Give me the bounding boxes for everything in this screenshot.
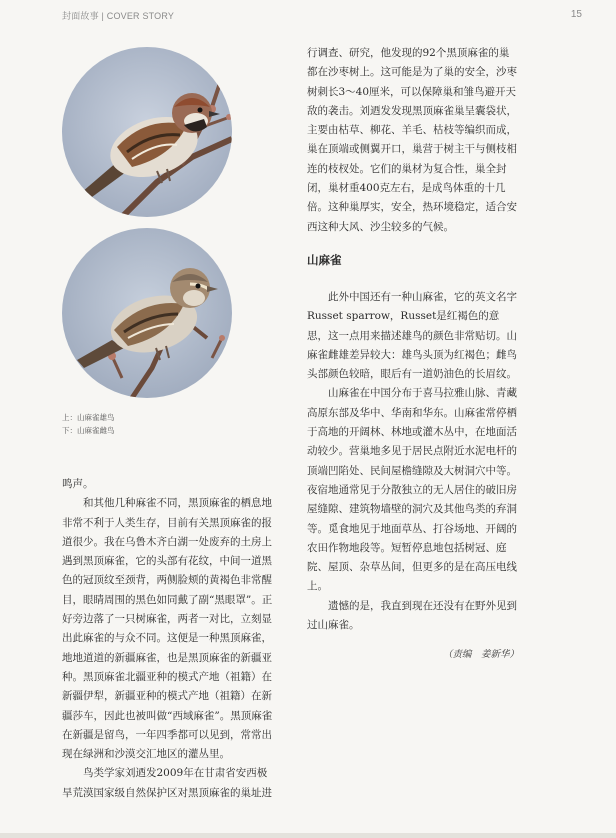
sparrow-female-photo [62, 228, 232, 398]
section-header: 封面故事 | COVER STORY [62, 11, 175, 21]
section-heading: 山麻雀 [307, 252, 342, 267]
right-paragraph: 山麻雀在中国分布于喜马拉雅山脉、青藏高原东部及华中、华南和华东。山麻雀常停栖于高地的开阔林、林地或灌木丛中，在地面活动较少。营巢地多见于居民点附近水泥电杆的顶端凹陷处、民间屋檐缝隙及大树洞穴中等。夜宿地通常见于分散独立的无人居住的破旧房屋缝隙、建筑物墙壁的洞穴及其他鸟类的弃洞等。觅食地见于地面草丛、打谷场地、开阔的农田作物地段等。短暂停息地包括树冠、庭院、屋顶、杂草丛间，但更多的是在高压电线上。 [307, 387, 517, 593]
right-intro-paragraph: 行调查、研究，他发现的92个黑顶麻雀的巢都在沙枣树上。这可能是为了巢的安全，沙枣树刺长3～40厘米，可以保障巢和雏鸟避开天敌的袭击。刘迺发发现黑顶麻雀巢呈囊袋状，主要由枯草、柳花、羊毛、枯枝等编织而成，巢在顶端或侧翼开口，巢营于树主干与侧枝相连的枝杈处。它们的巢材为复合性，巢全封闭，巢材重400克左右，是成鸟体重的十几倍。这种巢厚实，安全，热环境稳定，适合安西这种大风、沙尘较多的气候。 [307, 47, 517, 233]
sparrow-male-photo [62, 47, 232, 217]
left-paragraph: 鸟类学家刘迺发2009年在甘肃省安西极旱荒漠国家级自然保护区对黑顶麻雀的巢址进 [62, 767, 272, 799]
left-paragraph: 和其他几种麻雀不同，黑顶麻雀的栖息地非常不利于人类生存，目前有关黑顶麻雀的报道很少。我在乌鲁木齐白湖一处废弃的土房上遇到黑顶麻雀，它的头部有花纹，中间一道黑色的冠顶纹至颈背，两侧脸颊的黄褐色非常醒目，眼睛周围的黑色如同戴了副“黑眼罩”。正好旁边落了一只树麻雀，两者一对比，立刻显出此麻雀的与众不同。这便是一种黑顶麻雀，地地道道的新疆麻雀，也是黑顶麻雀的新疆亚种。黑顶麻雀北疆亚种的模式产地（祖籍）在新疆伊犁，新疆亚种的模式产地（祖籍）在新疆莎车，因此也被叫做“西域麻雀”。黑顶麻雀在新疆是留鸟，一年四季都可以见到，常常出现在绿洲和沙漠交汇地区的灌丛里。 [62, 497, 273, 761]
right-column [307, 44, 519, 665]
left-column [62, 475, 274, 803]
right-paragraph: 此外中国还有一种山麻雀，它的英文名字Russet sparrow，Russet是红褐色的意思，这一点用来描述雄鸟的颜色非常贴切。山麻雀雌雄差异较大：雄鸟头顶为红褐色；雌鸟头部颜色较暗，眼后有一道奶油色的长眉纹。 [307, 290, 517, 381]
photo-caption-top: 上：山麻雀雄鸟 [62, 413, 115, 422]
page-number: 15 [570, 9, 582, 20]
editor-byline: （责编 姜新华） [442, 649, 519, 661]
left-paragraph: 鸣声。 [62, 478, 94, 490]
right-paragraph: 遗憾的是，我直到现在还没有在野外见到过山麻雀。 [307, 599, 517, 632]
photo-caption-bottom: 下：山麻雀雌鸟 [62, 426, 115, 435]
footer-bar [0, 833, 616, 838]
